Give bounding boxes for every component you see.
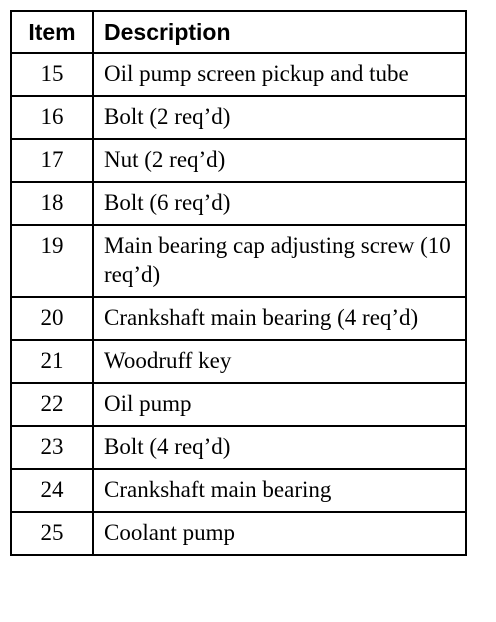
item-description: Oil pump screen pickup and tube [93,53,466,96]
item-description: Bolt (4 req’d) [93,426,466,469]
item-number: 19 [11,225,93,297]
item-number: 23 [11,426,93,469]
item-description: Coolant pump [93,512,466,555]
item-description: Crankshaft main bearing (4 req’d) [93,297,466,340]
table-row [11,469,466,512]
item-number: 15 [11,53,93,96]
parts-table [10,10,467,556]
table-row [11,512,466,555]
table-row [11,383,466,426]
table-row [11,340,466,383]
table-row [11,426,466,469]
table-row [11,96,466,139]
item-description: Woodruff key [93,340,466,383]
item-number: 17 [11,139,93,182]
table-row [11,297,466,340]
table-row [11,182,466,225]
item-number: 18 [11,182,93,225]
item-number: 22 [11,383,93,426]
item-number: 21 [11,340,93,383]
item-description: Bolt (6 req’d) [93,182,466,225]
item-number: 20 [11,297,93,340]
column-header-item: Item [11,11,93,53]
item-description: Crankshaft main bearing [93,469,466,512]
item-description: Bolt (2 req’d) [93,96,466,139]
item-description: Main bearing cap adjusting screw (10 req’d) [93,225,466,297]
item-number: 24 [11,469,93,512]
item-number: 25 [11,512,93,555]
table-row [11,225,466,297]
item-description: Nut (2 req’d) [93,139,466,182]
table-row [11,53,466,96]
header-row [11,11,466,53]
column-header-description: Description [93,11,466,53]
table-row [11,139,466,182]
item-number: 16 [11,96,93,139]
item-description: Oil pump [93,383,466,426]
